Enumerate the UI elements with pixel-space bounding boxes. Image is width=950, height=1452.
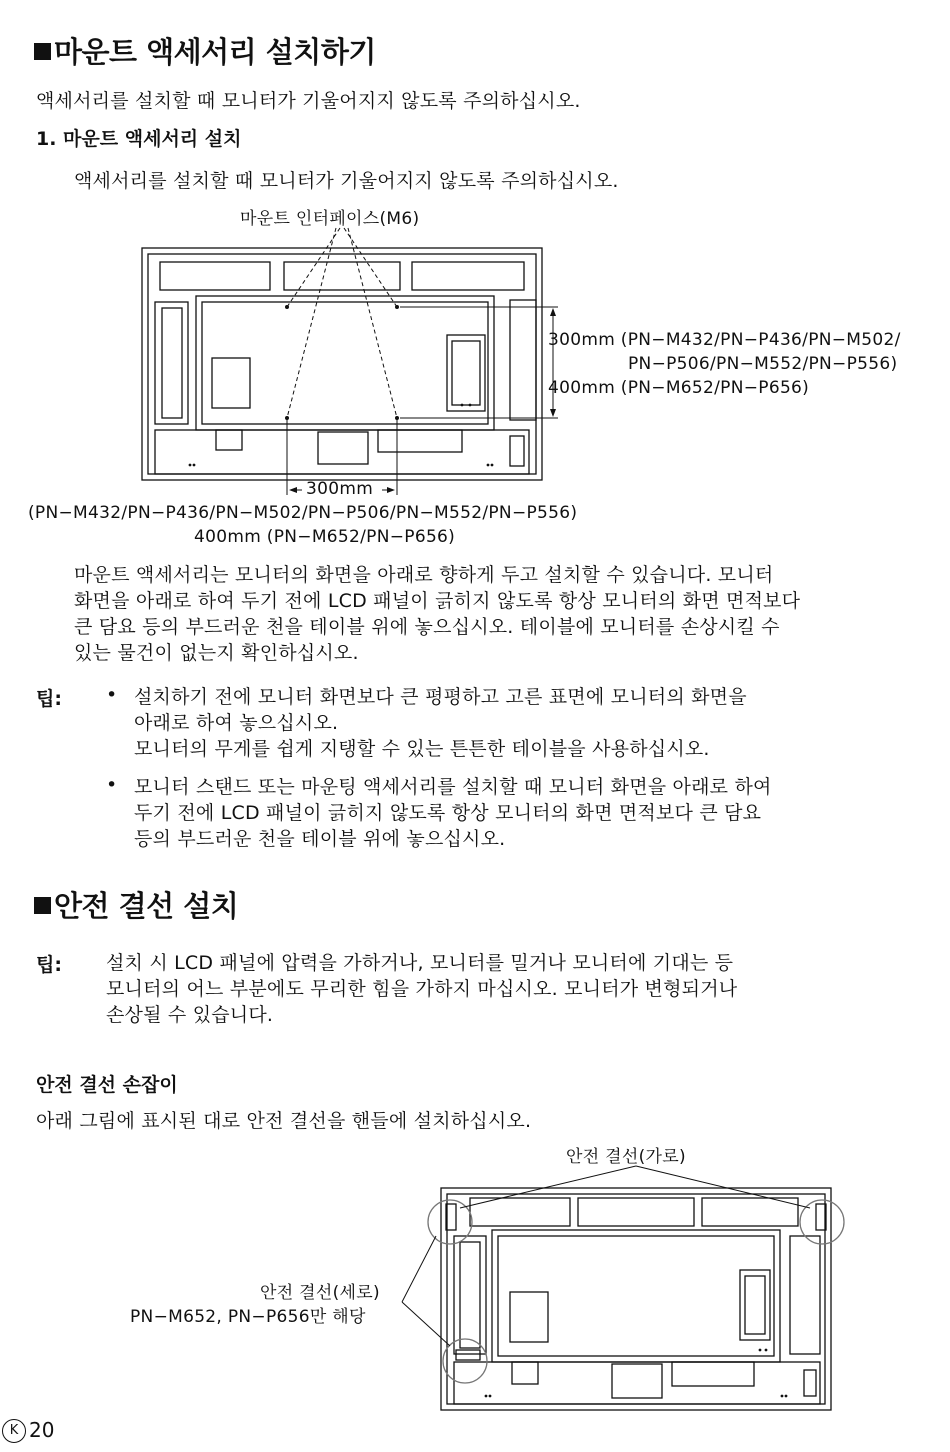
- bullet-icon: •: [106, 774, 118, 796]
- language-mark: K: [2, 1419, 26, 1443]
- tip-line: 아래로 하여 놓으십시오.: [134, 712, 339, 734]
- page-footer: [2, 1418, 54, 1443]
- label-horizontal-300: 300mm: [306, 479, 374, 499]
- tip-line: 두기 전에 LCD 패널이 긁히지 않도록 항상 모니터의 화면 면적보다 큰 담요: [134, 802, 762, 824]
- label-safety-vertical-models: PN−M652, PN−P656만 해당: [130, 1307, 366, 1327]
- mount-paragraph-line: 마운트 액세서리는 모니터의 화면을 아래로 향하게 두고 설치할 수 있습니다. 모니터: [74, 564, 774, 586]
- tip-line: 설치 시 LCD 패널에 압력을 가하거나, 모니터를 밀거나 모니터에 기대는 등: [106, 952, 734, 974]
- tip-line: 모니터 스탠드 또는 마운팅 액세서리를 설치할 때 모니터 화면을 아래로 하여: [134, 776, 772, 798]
- section-title-mount: 마운트 액세서리 설치하기: [34, 30, 376, 71]
- tip-line: 손상될 수 있습니다.: [106, 1004, 274, 1026]
- label-safety-horizontal: 안전 결선(가로): [566, 1147, 686, 1167]
- tip-label: 팁:: [36, 688, 62, 710]
- tip-line: 설치하기 전에 모니터 화면보다 큰 평평하고 고른 표면에 모니터의 화면을: [134, 686, 747, 708]
- mount-paragraph-line: 큰 담요 등의 부드러운 천을 테이블 위에 놓으십시오. 테이블에 모니터를 손상시킬 수: [74, 616, 780, 638]
- safety-subtitle: 안전 결선 손잡이: [36, 1074, 178, 1096]
- label-vertical-300-models: PN−P506/PN−M552/PN−P556): [628, 354, 898, 374]
- mount-sub-intro: 액세서리를 설치할 때 모니터가 기울어지지 않도록 주의하십시오.: [74, 170, 619, 192]
- tip-line: 모니터의 어느 부분에도 무리한 힘을 가하지 마십시오. 모니터가 변형되거나: [106, 978, 738, 1000]
- page-number: 20: [29, 1418, 55, 1442]
- label-safety-vertical: 안전 결선(세로): [260, 1283, 380, 1303]
- mount-subtitle: 1. 마운트 액세서리 설치: [36, 128, 242, 150]
- safety-sub-intro: 아래 그림에 표시된 대로 안전 결선을 핸들에 설치하십시오.: [36, 1110, 532, 1132]
- label-horizontal-300-models: (PN−M432/PN−P436/PN−M502/PN−P506/PN−M552/PN−P556): [28, 503, 578, 523]
- tip-line: 모니터의 무게를 쉽게 지탱할 수 있는 튼튼한 테이블을 사용하십시오.: [134, 738, 710, 760]
- bullet-icon: •: [106, 684, 118, 706]
- mount-paragraph-line: 있는 물건이 없는지 확인하십시오.: [74, 642, 359, 664]
- label-vertical-300: 300mm (PN−M432/PN−P436/PN−M502/: [548, 330, 901, 350]
- tip-line: 등의 부드러운 천을 테이블 위에 놓으십시오.: [134, 828, 506, 850]
- section-title-safety: 안전 결선 설치: [34, 884, 238, 925]
- mount-paragraph-line: 화면을 아래로 하여 두기 전에 LCD 패널이 긁히지 않도록 항상 모니터의 화면 면적보다: [74, 590, 801, 612]
- label-horizontal-400: 400mm (PN−M652/PN−P656): [194, 527, 456, 547]
- label-mount-interface: 마운트 인터페이스(M6): [240, 209, 420, 229]
- tip-label: 팁:: [36, 954, 62, 976]
- mount-intro: 액세서리를 설치할 때 모니터가 기울어지지 않도록 주의하십시오.: [36, 90, 581, 112]
- label-vertical-400: 400mm (PN−M652/PN−P656): [548, 378, 810, 398]
